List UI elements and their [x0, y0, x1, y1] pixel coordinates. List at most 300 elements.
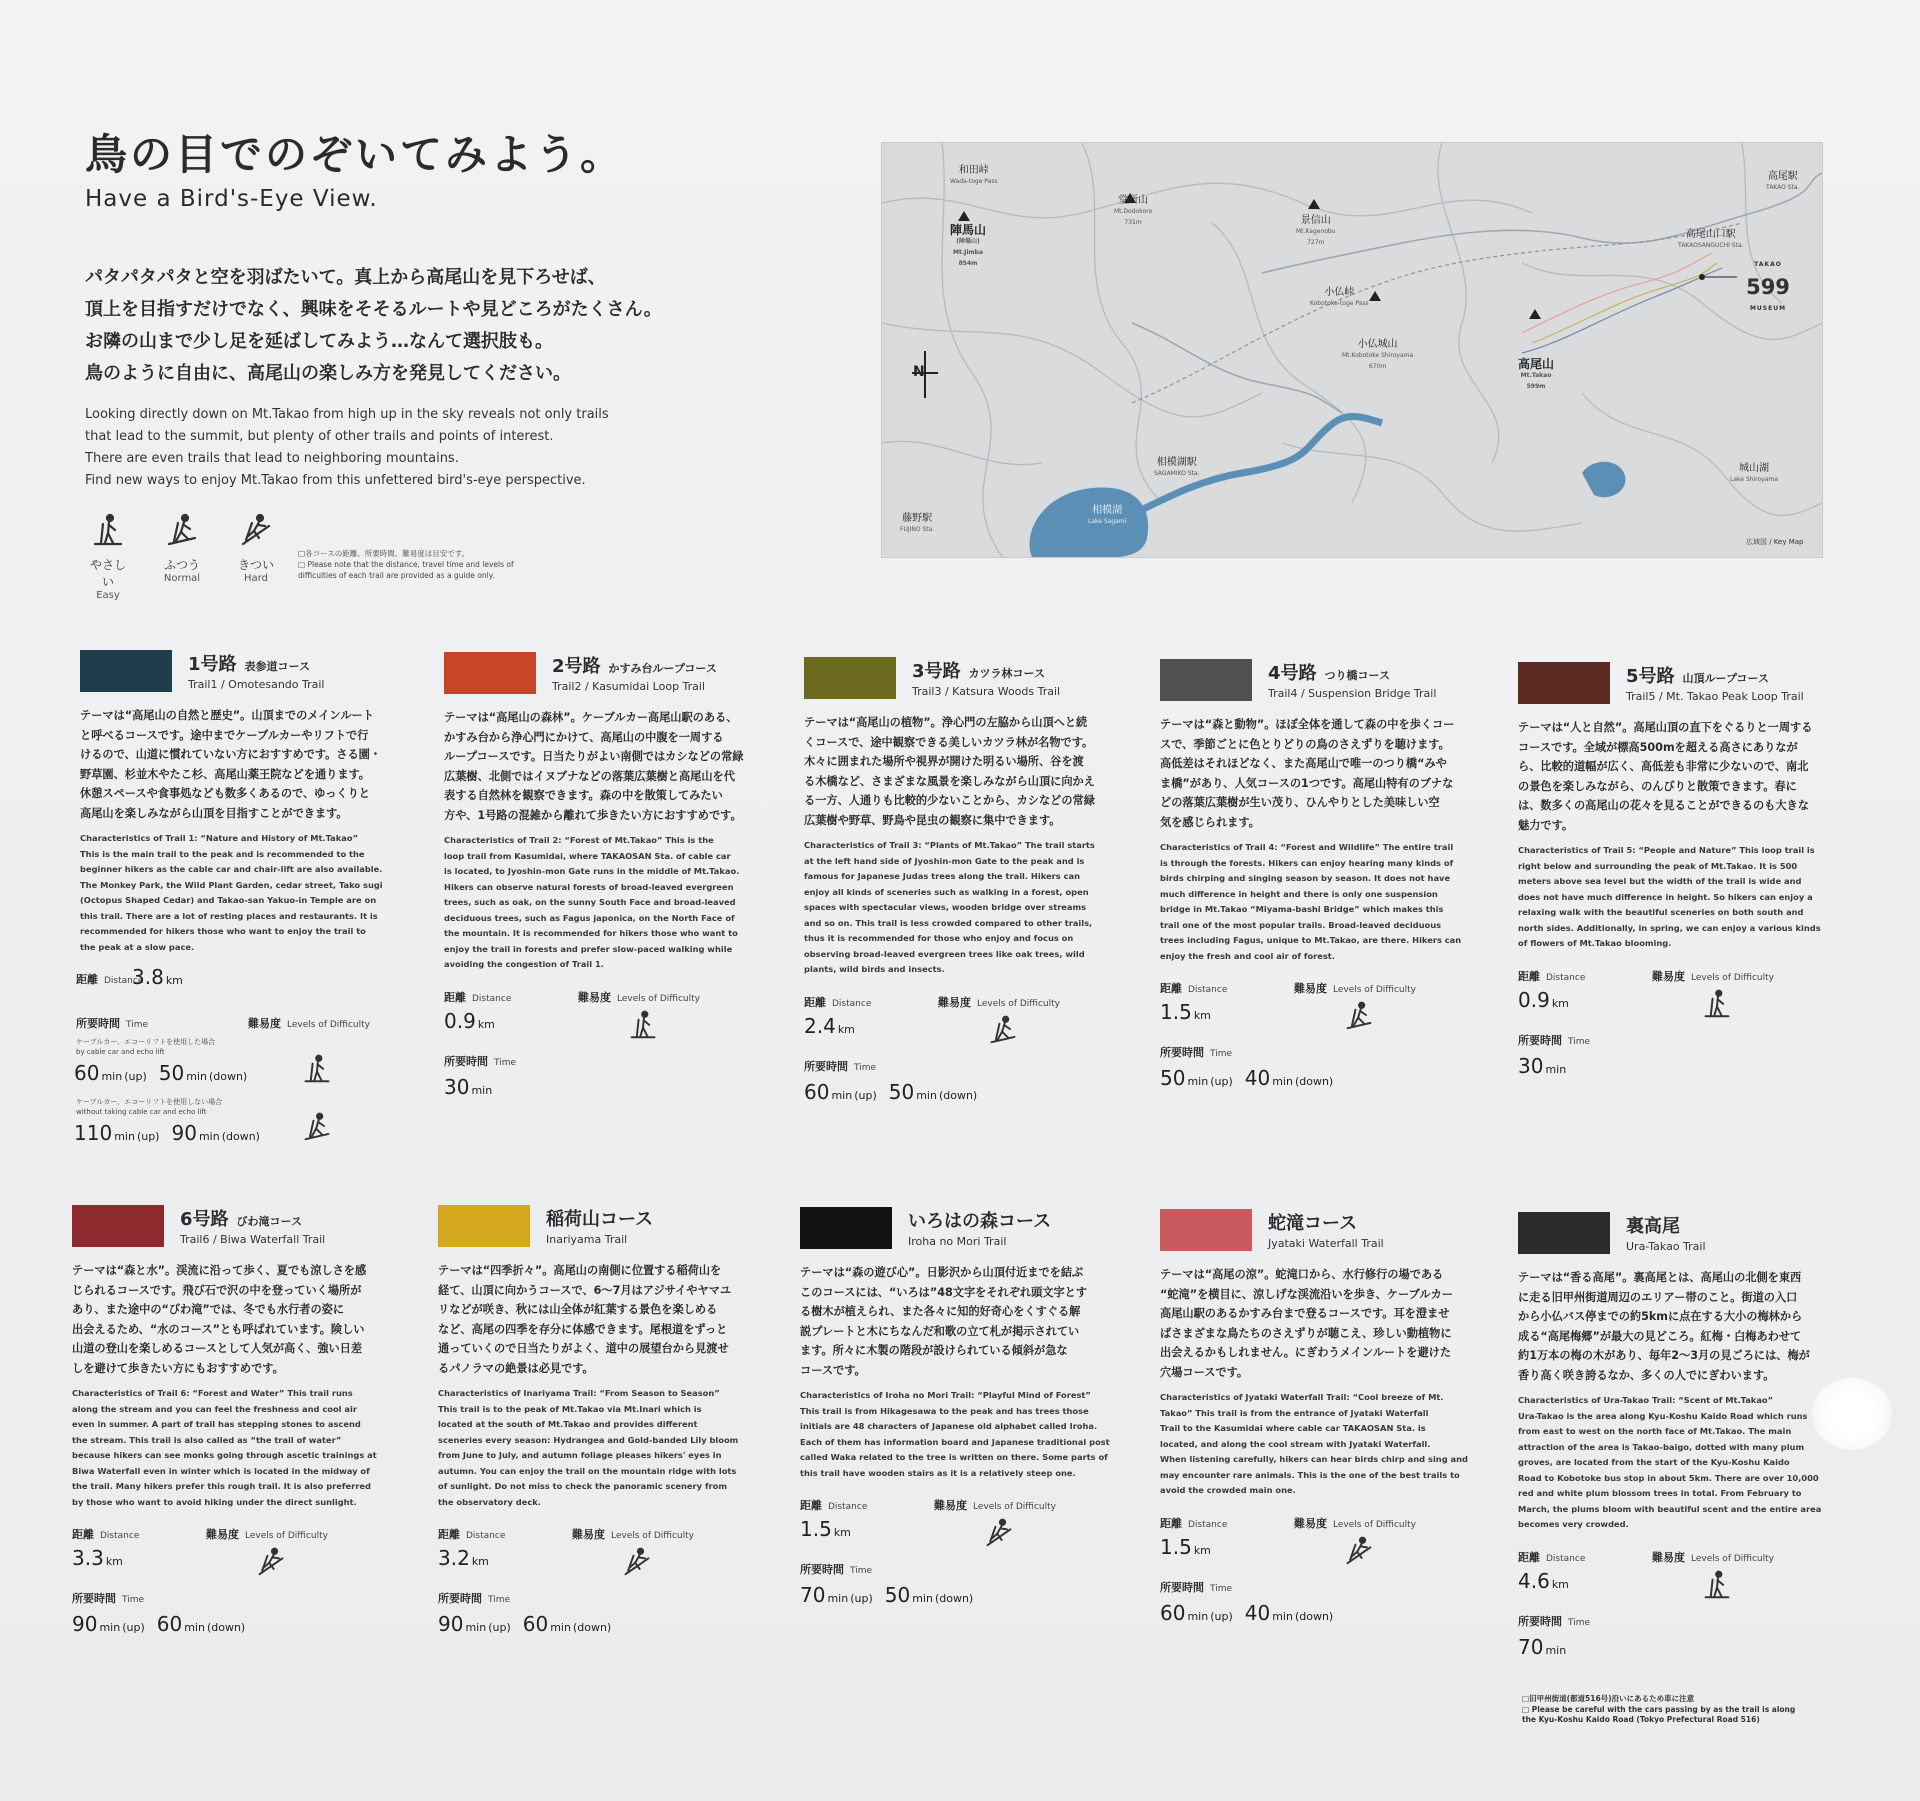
trail-description-ja — [444, 708, 762, 825]
desc-line: from east to west on the north face of Mt.Takao. The main — [1518, 1426, 1792, 1436]
time-label — [800, 1561, 872, 1577]
time-down: 50 — [884, 1583, 911, 1607]
trail-name — [552, 652, 717, 678]
unit-up: (up) — [1210, 1075, 1233, 1088]
difficulty-label-ja: 難易度 — [206, 1528, 239, 1541]
desc-line: The Monkey Park, the Wild Plant Garden, cedar street, Tako sugi — [80, 879, 383, 890]
desc-line: 香り高く咲き誇るなか、多くの人でにぎわいます。 — [1518, 1368, 1775, 1382]
difficulty-label-en: Levels of Difficulty — [1691, 972, 1774, 983]
trail-name — [1268, 659, 1390, 685]
desc-line: located, and along the cool stream with Jyataki Waterfall. — [1160, 1438, 1431, 1449]
desc-line: 出会えるかもしれません。にぎわうメインルートを避けた — [1160, 1346, 1452, 1359]
difficulty-label-en: Levels of Difficulty — [973, 1502, 1056, 1512]
difficulty-label — [572, 1526, 694, 1542]
desc-line: avoiding the congestion of Trail 1. — [444, 959, 604, 969]
distance-number: 1.5 — [800, 1517, 832, 1541]
desc-line: 高尾山を楽しみながら山頂を目指すことができます。 — [80, 806, 348, 820]
desc-line: このコースには、“いろは”48文字をそれぞれ頭文字とす — [800, 1285, 1088, 1299]
hiker-hard-icon — [1344, 1535, 1374, 1565]
desc-line: 広葉樹、北側ではイヌブナなどの落葉広葉樹と高尾山を代 — [444, 769, 735, 783]
difficulty-label-ja: 難易度 — [938, 995, 971, 1009]
trail-name — [908, 1207, 1051, 1233]
distance-label-en: Distance — [466, 1531, 506, 1541]
desc-line: Each of them has information board and Japanese traditional post — [800, 1436, 1110, 1447]
trail-description-en — [1160, 1390, 1478, 1499]
desc-line: る樹木が植えられ、また各々に知的好奇心をくすぐる解 — [800, 1305, 1081, 1318]
map-label-takaosanguchi-station: 高尾山口駅 TAKAOSANGUCHI Sta. — [1678, 229, 1744, 249]
unit-down: (down) — [934, 1592, 974, 1605]
trail-name — [188, 650, 310, 676]
trail-name — [912, 657, 1045, 683]
time-label — [1160, 1044, 1232, 1060]
hiker-easy-icon — [628, 1009, 658, 1039]
unit-min: min — [1545, 1062, 1567, 1076]
time-up: 110 — [74, 1121, 113, 1145]
key-map-label: 広域図 / Key Map — [1746, 538, 1804, 546]
time-value — [1160, 1066, 1333, 1090]
distance-value — [1160, 1000, 1211, 1024]
time-label — [1518, 1032, 1590, 1048]
unit-min: min — [1545, 1643, 1567, 1657]
desc-line: Characteristics of Iroha no Mori Trail: “Playful Mind of Forest” — [800, 1390, 1091, 1400]
trail-name — [1268, 1209, 1357, 1235]
distance-number: 3.3 — [72, 1546, 104, 1570]
intro-english — [85, 404, 705, 492]
note-line: ケーブルカー、エコーリフトを使用しない場合 — [76, 1098, 223, 1106]
difficulty-label-ja: 難易度 — [572, 1528, 605, 1541]
time-label-en: Time — [1210, 1049, 1233, 1059]
desc-line: から小仏バス停までの約5kmに点在する大小の梅林から — [1518, 1310, 1803, 1323]
trail-name-ja: 6号路 — [180, 1209, 229, 1230]
distance-label-ja: 距離 — [1160, 1516, 1182, 1530]
trail-name-en: Trail6 / Biwa Waterfall Trail — [180, 1233, 326, 1246]
unit-km: km — [1551, 1577, 1569, 1591]
desc-line: enjoy the trail in forests and prefer slow-paced walking while — [444, 943, 733, 954]
desc-line: るパノラマの絶景は必見です。 — [438, 1361, 594, 1375]
trail-color-swatch — [444, 652, 536, 694]
map-label-dodokoro: 堂所山 Mt.Dodokoro 731m — [1114, 195, 1153, 226]
footnote-line: the Kyu-Koshu Kaido Road (Tokyo Prefectural Road 516) — [1522, 1715, 1760, 1724]
desc-line: of sunlight. Do not miss to check the panoramic scenery from — [438, 1481, 727, 1491]
trail-description-ja — [72, 1261, 390, 1378]
desc-line: あり、また途中の“びわ滝”では、冬でも水行者の姿に — [72, 1303, 345, 1316]
desc-line: the stream. This trail is also called as “the trail of water” — [72, 1434, 342, 1445]
unit-down: (down) — [206, 1621, 246, 1634]
desc-line: 高低差はそれほどなく、また高尾山で唯一のつり橋“みや — [1160, 757, 1447, 770]
time-down: 60 — [522, 1612, 549, 1636]
desc-line: the trail. Many hikers prefer this rough trail. It is also preferred — [72, 1481, 371, 1491]
time-value — [438, 1612, 611, 1636]
distance-label-ja: 距離 — [438, 1528, 460, 1541]
trail-description-ja — [1518, 1268, 1836, 1385]
time-note — [76, 1097, 222, 1117]
time-value — [72, 1612, 245, 1636]
desc-line: March, the plums bloom with beautiful scent and the entire area — [1518, 1503, 1822, 1514]
note-line: by cable car and echo lift — [76, 1048, 165, 1056]
desc-line: called Waka related to the tree is written on there. Some parts of — [800, 1452, 1108, 1462]
trail-name-en: Trail2 / Kasumidai Loop Trail — [552, 680, 706, 693]
desc-line: much difference in height and there is only one suspension — [1160, 888, 1438, 899]
desc-line: the mountain. It is recommended for hikers those who want to — [444, 928, 738, 938]
trail-name — [1626, 662, 1769, 688]
legend-label: きつい — [237, 558, 274, 572]
time-label-en: Time — [494, 1057, 517, 1068]
desc-line: 広葉樹や野草、野鳥や昆虫の観察に集中できます。 — [804, 813, 1061, 827]
time-label — [72, 1590, 144, 1606]
unit-down: (down) — [221, 1130, 260, 1143]
desc-line: スで、季節ごとに色とりどりの鳥のさえずりを聴けます。 — [1160, 737, 1450, 751]
legend-hard — [233, 512, 279, 601]
trail-name-ja: 蛇滝コース — [1268, 1213, 1358, 1234]
time-label-ja: 所要時間 — [800, 1563, 844, 1576]
trail-color-swatch — [72, 1205, 164, 1247]
distance-label-ja: 距離 — [444, 990, 466, 1004]
time-up: 50 — [1160, 1066, 1186, 1090]
desc-line: 高尾山駅のあるかすみ台まで登るコースです。耳を澄ませ — [1160, 1307, 1450, 1320]
desc-line: リなどが咲き、秋には山全体が紅葉する景色を楽しめる — [438, 1303, 718, 1316]
difficulty-label — [938, 994, 1060, 1010]
trail-description-ja — [1160, 1265, 1478, 1382]
distance-label — [800, 1497, 867, 1513]
time-label-ja: 所要時間 — [72, 1592, 116, 1605]
desc-line: 魅力です。 — [1518, 818, 1574, 832]
desc-line: 通っていくので日当たりがよく、道中の展望台から見渡せ — [438, 1342, 729, 1355]
unit-min: min — [186, 1070, 207, 1083]
distance-value — [438, 1546, 489, 1570]
desc-line: コースです。 — [800, 1363, 866, 1377]
map-label-takao-station: 高尾駅 TAKAO Sta. — [1766, 171, 1800, 191]
desc-line: 山道の登山を楽しめるコースとして人気が高く、強い日差 — [72, 1342, 363, 1355]
desc-line: north sides. Additionally, in spring, we can enjoy a various kinds — [1518, 922, 1821, 933]
trail-color-swatch — [1160, 659, 1252, 701]
distance-value — [1518, 988, 1569, 1012]
time-label-ja: 所要時間 — [1518, 1614, 1562, 1628]
desc-line: コースです。全域が標高500mを超える高さにありなが — [1518, 740, 1798, 754]
time-label — [804, 1058, 876, 1074]
difficulty-label — [934, 1497, 1056, 1513]
distance-label-en: Distance — [104, 976, 144, 986]
desc-line: テーマは“高尾山の森林”。ケーブルカー高尾山駅のある、 — [444, 711, 738, 724]
distance-label-en: Distance — [100, 1531, 140, 1541]
map-label-kobotoke-shiroyama: 小仏城山 Mt.Kobotoke Shiroyama 670m — [1342, 339, 1414, 370]
difficulty-label — [248, 1015, 370, 1031]
time-label — [438, 1590, 510, 1606]
distance-value — [444, 1009, 495, 1033]
unit-down: (down) — [208, 1070, 248, 1083]
unit-min: min — [1187, 1075, 1209, 1088]
desc-line: と呼べるコースです。途中までケーブルカーやリフトで行 — [80, 728, 369, 742]
distance-label-ja: 距離 — [1518, 969, 1540, 983]
unit-km: km — [471, 1555, 489, 1568]
unit-km: km — [105, 1555, 123, 1568]
unit-min: min — [831, 1088, 853, 1102]
trail-description-ja — [804, 713, 1122, 830]
desc-line: テーマは“高尾山の植物”。浄心門の左脇から山頂へと続 — [804, 716, 1088, 729]
map-label-fujino-station: 藤野駅 FUJINO Sta. — [900, 513, 935, 533]
time-up: 60 — [1160, 1600, 1186, 1625]
time-label-en: Time — [126, 1020, 149, 1030]
trail-color-swatch — [1518, 662, 1610, 704]
trail-description-en — [1160, 840, 1478, 964]
trail-description-en — [1518, 1393, 1836, 1533]
map-label-kagenobu: 景信山 Mt.Kagenobu 727m — [1296, 215, 1336, 246]
desc-line: テーマは“森の遊び心”。日影沢から山頂付近までを結ぶ — [800, 1266, 1084, 1279]
intro-line: Find new ways to enjoy Mt.Takao from this unfettered bird's-eye perspective. — [85, 473, 586, 488]
intro-japanese — [85, 262, 725, 390]
distance-number: 4.6 — [1518, 1568, 1550, 1593]
desc-line: ます。所々に木製の階段が設けられている傾斜が急な — [800, 1344, 1068, 1357]
intro-line: Looking directly down on Mt.Takao from high up in the sky reveals not only trails — [85, 407, 609, 422]
desc-line: attraction of the area is Takao-baigo, dotted with many plum — [1518, 1441, 1805, 1452]
time-value — [444, 1075, 492, 1099]
desc-line: 出会えるため、“水のコース”とも呼ばれています。険しい — [72, 1322, 365, 1336]
desc-line: Characteristics of Inariyama Trail: “From Season to Season” — [438, 1388, 720, 1398]
desc-line: This trail is to the peak of Mt.Takao via Mt.Inari which is — [438, 1403, 702, 1414]
distance-label-en: Distance — [472, 993, 512, 1004]
time-up: 90 — [72, 1612, 98, 1636]
trail-color-swatch — [80, 650, 172, 692]
hiker-easy-icon — [91, 512, 125, 546]
distance-number: 0.9 — [1518, 987, 1550, 1012]
trail-description-ja — [1160, 715, 1478, 832]
desc-line: Trail to the Kasumidai where cable car TAKAOSAN Sta. is — [1160, 1423, 1426, 1433]
unit-up: (up) — [850, 1592, 873, 1605]
desc-line: 休憩スペースや食事処なども数多くあるので、ゆっくりと — [80, 787, 370, 800]
desc-line: など、高尾の四季を存分に体感できます。尾根道をずっと — [438, 1322, 728, 1336]
trail-color-swatch — [804, 657, 896, 699]
desc-line: しを避けて歩きたい方にもおすすめです。 — [72, 1361, 284, 1375]
trail-name-ja: いろはの森コース — [908, 1211, 1052, 1232]
desc-line: じられるコースです。飛び石で沢の中を登っていく場所が — [72, 1283, 362, 1297]
desc-line: becomes very crowded. — [1518, 1519, 1629, 1529]
distance-value — [72, 1546, 123, 1570]
distance-number: 0.9 — [444, 1008, 476, 1033]
time-label-ja: 所要時間 — [1160, 1580, 1204, 1594]
time-label-ja: 所要時間 — [76, 1017, 120, 1030]
trail-description-en — [800, 1388, 1118, 1481]
difficulty-label — [1652, 968, 1774, 984]
intro-line: 頂上を目指すだけでなく、興味をそそるルートや見どころがたくさん。 — [85, 299, 662, 320]
desc-line: may encounter rare animals. This is the one of the best trails to — [1160, 1469, 1460, 1480]
desc-line: of flowers of Mt.Takao blooming. — [1518, 938, 1672, 948]
desc-line: enjoy the fresh and cool air of forest. — [1160, 950, 1335, 961]
unit-up: (up) — [1210, 1609, 1233, 1623]
desc-line: trees, such as oak, on the sunny South Face and broad-leaved — [444, 897, 736, 907]
time-value — [74, 1121, 260, 1145]
desc-line: the peak at a slow pace. — [80, 941, 195, 952]
time-label-en: Time — [488, 1595, 511, 1605]
desc-line: Ura-Takao is the area along Kyu-Koshu Kaido Road which runs — [1518, 1410, 1808, 1421]
distance-label-en: Distance — [832, 998, 872, 1009]
time-label-ja: 所要時間 — [1160, 1046, 1204, 1059]
desc-line: recommended for hikers those who want to enjoy the trail to — [80, 926, 366, 936]
distance-number: 1.5 — [1160, 1000, 1192, 1024]
desc-line: ら、比較的道幅が広く、高低差も非常に少ないので、南北 — [1518, 760, 1809, 773]
legend-easy — [85, 512, 131, 601]
unit-down: (down) — [938, 1088, 978, 1102]
desc-line: る木橋など、さまざまな風景を楽しみながら山頂に向かえ — [804, 774, 1095, 788]
desc-line: at the left hand side of Jyoshin-mon Gate to the peak and is — [804, 855, 1085, 866]
desc-line: famous for Japanese Judas trees along the trail. Hikers can — [804, 871, 1080, 881]
unit-min: min — [471, 1083, 493, 1097]
distance-label-en: Distance — [1546, 972, 1586, 983]
intro-line: パタパタパタと空を羽ばたいて。真上から高尾山を見下ろせば、 — [85, 267, 606, 288]
legend-label-en: Normal — [163, 573, 201, 584]
distance-number: 1.5 — [1160, 1534, 1192, 1559]
desc-line: groves, are located from the start of the Kyu-Koshu Kaido — [1518, 1457, 1790, 1467]
trail-name-ja: 裏高尾 — [1626, 1216, 1680, 1237]
trail-name-ja: 5号路 — [1626, 666, 1675, 687]
time-label-en: Time — [1210, 1583, 1233, 1594]
desc-line: Characteristics of Trail 6: “Forest and Water” This trail runs — [72, 1388, 353, 1398]
time-up: 60 — [74, 1061, 100, 1085]
unit-up: (up) — [122, 1621, 145, 1634]
difficulty-label-en: Levels of Difficulty — [1333, 1519, 1416, 1530]
desc-line: this trail have wooden stairs as it is a relatively steep one. — [800, 1467, 1076, 1478]
trail-description-ja — [80, 706, 398, 823]
unit-min: min — [101, 1070, 123, 1083]
distance-value — [132, 965, 183, 989]
intro-line: 鳥のように自由に、高尾山の楽しみ方を発見してください。 — [85, 363, 571, 384]
desc-line: 表する自然林を観察できます。森の中を散策してみたい — [444, 789, 723, 802]
unit-min: min — [465, 1621, 487, 1634]
desc-line: 木々に囲まれた場所や視界が開けた明るい場所、谷を渡 — [804, 755, 1084, 768]
desc-line: の景色を楽しみながら、のんびりと散策できます。春に — [1518, 779, 1797, 793]
distance-number: 3.2 — [438, 1546, 470, 1570]
desc-line: loop trail from Kasumidai, where TAKAOSAN Sta. of cable car — [444, 850, 731, 861]
footnote-line: □旧甲州街道(都道516号)沿いにあるため車に注意 — [1522, 1694, 1695, 1703]
time-up: 90 — [438, 1612, 464, 1636]
trail-name-ja: 1号路 — [188, 654, 237, 675]
desc-line: テーマは“高尾山の自然と歴史”。山頂までのメインルート — [80, 709, 374, 722]
unit-down: (down) — [1294, 1075, 1334, 1088]
desc-line: Road to Kobotoke bus stop in about 5km. There are over 10,000 — [1518, 1472, 1819, 1483]
desc-line: the observatory deck. — [438, 1496, 541, 1507]
north-arrow-icon: N — [913, 364, 925, 380]
time-note — [76, 1037, 215, 1057]
trail-name-ja: 4号路 — [1268, 663, 1317, 684]
desc-line: trail one of the most popular trails. Broad-leaved deciduous — [1160, 919, 1442, 930]
trail-name-ja: 2号路 — [552, 656, 601, 677]
distance-label-en: Distance — [1188, 985, 1228, 995]
desc-line: どの落葉広葉樹が生い茂り、ひんやりとした美味しい空 — [1160, 796, 1440, 809]
unit-km: km — [1193, 1543, 1211, 1557]
distance-value — [1160, 1535, 1211, 1559]
desc-line: even in summer. A part of trail has stepping stones to ascend — [72, 1419, 361, 1429]
desc-line: initials are 48 characters of Japanese old alphabet called Iroha. — [800, 1421, 1098, 1431]
hiker-hard-icon — [256, 1546, 286, 1576]
time-down: 50 — [888, 1079, 915, 1104]
desc-line: trees including Fagus, unique to Mt.Takao, are there. Hikers can — [1160, 935, 1462, 945]
distance-label — [1518, 968, 1585, 984]
note-line: difficulties of each trail are provided as a guide only. — [298, 571, 495, 580]
difficulty-label — [206, 1526, 328, 1542]
unit-km: km — [1193, 1009, 1211, 1022]
intro-line: There are even trails that lead to neighboring mountains. — [85, 451, 459, 466]
hiker-normal-icon — [302, 1111, 332, 1141]
desc-line: Hikers can observe natural forests of broad-leaved evergreen — [444, 881, 734, 892]
difficulty-label-en: Levels of Difficulty — [617, 993, 700, 1004]
unit-min: min — [1272, 1075, 1293, 1088]
note-line: □各コースの距離、所要時間、難易度は目安です。 — [298, 549, 470, 558]
time-label-en: Time — [850, 1566, 873, 1576]
desc-line: Characteristics of Trail 4: “Forest and Wildlife” The entire trail — [1160, 842, 1454, 852]
difficulty-label-ja: 難易度 — [1652, 1550, 1685, 1564]
time-label-ja: 所要時間 — [438, 1592, 482, 1605]
desc-line: テーマは“四季折々”。高尾山の南側に位置する稲荷山を — [438, 1264, 722, 1277]
legend-label-en: Hard — [244, 573, 268, 584]
ura-takao-footnote — [1522, 1694, 1852, 1726]
desc-line: Takao” This trail is from the entrance of Jyataki Waterfall — [1160, 1407, 1429, 1418]
trail-color-swatch — [1518, 1212, 1610, 1254]
map-label-sagamiko-station: 相模湖駅 SAGAMIKO Sta. — [1154, 457, 1200, 477]
time-number: 30 — [444, 1074, 470, 1099]
time-label — [76, 1015, 148, 1031]
desc-line: ま橋”があり、人気コースの1つです。高尾山特有のブナな — [1160, 776, 1454, 790]
time-label-ja: 所要時間 — [804, 1059, 848, 1073]
trail-subname: カツラ林コース — [968, 667, 1045, 680]
unit-min: min — [550, 1621, 571, 1634]
desc-line: meters above sea level but the width of the trail is wide and — [1518, 876, 1802, 886]
difficulty-label-ja: 難易度 — [1294, 1516, 1327, 1530]
time-value — [1518, 1054, 1566, 1078]
hiker-hard-icon — [984, 1517, 1014, 1547]
unit-min: min — [198, 1130, 220, 1143]
time-down: 50 — [158, 1061, 185, 1085]
desc-line: from June to July, and autumn foliage pleases hikers' eyes in — [438, 1450, 722, 1460]
map-label-jinba: 陣馬山 (陣場山) Mt.Jimba 854m — [950, 223, 987, 267]
difficulty-label — [1294, 980, 1416, 996]
time-down: 40 — [1244, 1066, 1271, 1090]
desc-line: くコースで、途中観察できる美しいカツラ林が名物です。 — [804, 735, 1094, 749]
distance-label — [804, 994, 871, 1010]
legend-note — [298, 548, 528, 581]
desc-line: and so on. This trail is less crowded compared to other trails, — [804, 917, 1093, 928]
desc-line: 穴場コースです。 — [1160, 1365, 1249, 1379]
light-glare — [1812, 1378, 1892, 1450]
desc-line: Biwa Waterfall even in winter which is located in the midway of — [72, 1465, 370, 1476]
desc-line: This trail is from Hikagesawa to the peak and has trees those — [800, 1405, 1089, 1416]
distance-label — [1518, 1549, 1585, 1565]
desc-line: This is the main trail to the peak and is recommended to the — [80, 848, 365, 859]
time-label-ja: 所要時間 — [444, 1054, 488, 1068]
trail-description-en — [438, 1386, 756, 1510]
intro-line: お隣の山まで少し足を延ばしてみよう…なんて選択肢も。 — [85, 331, 553, 352]
trail-name — [1626, 1212, 1680, 1238]
unit-up: (up) — [124, 1070, 147, 1083]
desc-line: 成る“高尾梅郷”が最大の見どころ。紅梅・白梅あわせて — [1518, 1329, 1802, 1343]
time-value — [1160, 1601, 1333, 1625]
trail-name-en: Ura-Takao Trail — [1626, 1240, 1706, 1253]
difficulty-label-en: Levels of Difficulty — [1691, 1553, 1774, 1564]
desc-line: に走る旧甲州街道周辺のエリアー帯のこと。街道の入口 — [1518, 1290, 1798, 1304]
time-label-ja: 所要時間 — [1518, 1033, 1562, 1047]
unit-min: min — [184, 1621, 205, 1634]
time-label-en: Time — [122, 1595, 145, 1605]
desc-line: because hikers can see monks going through ascetic trainings at — [72, 1450, 377, 1460]
desc-line: relaxing walk with the beautiful sceneries on both south and — [1518, 907, 1804, 917]
difficulty-label-ja: 難易度 — [1294, 982, 1327, 995]
unit-km: km — [165, 974, 183, 987]
time-down: 40 — [1244, 1600, 1271, 1625]
unit-km: km — [833, 1526, 851, 1539]
desc-line: ループコースです。日当たりがよい南側ではカシなどの常緑 — [444, 750, 744, 763]
difficulty-legend — [85, 512, 279, 601]
unit-km: km — [477, 1017, 495, 1031]
map-label-takao: 高尾山 Mt.Takao 599m — [1518, 357, 1555, 390]
desc-line: Characteristics of Trail 5: “People and Nature” This loop trail is — [1518, 845, 1815, 855]
difficulty-label-ja: 難易度 — [1652, 969, 1685, 983]
